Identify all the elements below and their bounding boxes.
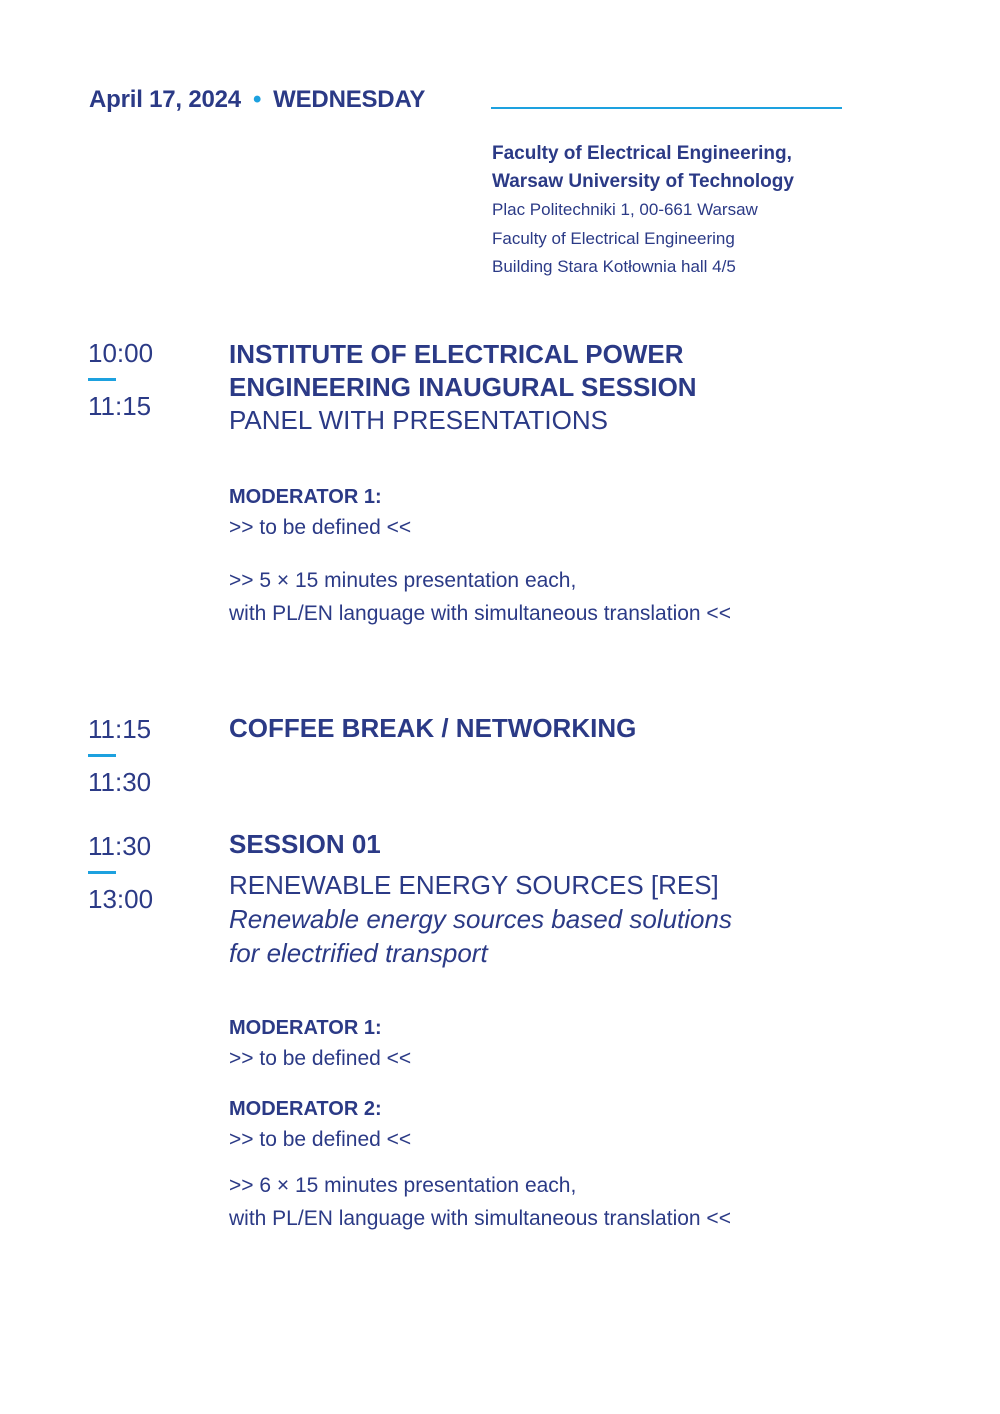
session-3-time — [88, 831, 198, 914]
moderator-1-value: >> to be defined << — [229, 1047, 412, 1070]
session-2-content — [229, 712, 869, 745]
session-title: SESSION 01 — [229, 829, 381, 859]
presentation-note-line2: with PL/EN language with simultaneous translation << — [229, 1207, 731, 1230]
header-date-line — [89, 86, 425, 114]
session-1-time — [88, 338, 198, 421]
presentation-note-line1: >> 6 × 15 minutes presentation each, — [229, 1174, 577, 1197]
end-time: 11:30 — [88, 767, 152, 797]
event-weekday: WEDNESDAY — [273, 86, 426, 113]
session-title-line2: ENGINEERING INAUGURAL SESSION — [229, 372, 697, 402]
session-3-content — [229, 828, 869, 1235]
venue-block — [492, 140, 892, 282]
start-time: 11:15 — [88, 714, 152, 744]
session-title: COFFEE BREAK / NETWORKING — [229, 713, 637, 743]
moderator-2-value: >> to be defined << — [229, 1128, 412, 1151]
session-subtitle: PANEL WITH PRESENTATIONS — [229, 405, 608, 435]
moderator-1-label: MODERATOR 1: — [229, 1017, 382, 1039]
session-description-line1: Renewable energy sources based solutions — [229, 904, 732, 934]
moderator-2-label: MODERATOR 2: — [229, 1098, 382, 1120]
moderator-1-label: MODERATOR 1: — [229, 486, 382, 508]
time-dash — [88, 871, 116, 874]
session-description-line2: for electrified transport — [229, 938, 488, 968]
moderator-1-value: >> to be defined << — [229, 516, 412, 539]
venue-faculty: Faculty of Electrical Engineering, — [492, 143, 792, 164]
time-dash — [88, 378, 116, 381]
start-time: 10:00 — [88, 338, 154, 368]
event-date: April 17, 2024 — [89, 86, 241, 113]
venue-building: Building Stara Kotłownia hall 4/5 — [492, 257, 736, 276]
session-title: INSTITUTE OF ELECTRICAL POWER — [229, 339, 684, 369]
session-1-content — [229, 338, 869, 630]
start-time: 11:30 — [88, 831, 152, 861]
venue-faculty-repeat: Faculty of Electrical Engineering — [492, 228, 735, 248]
presentation-note-line2: with PL/EN language with simultaneous translation << — [229, 602, 731, 625]
session-2-time — [88, 714, 198, 797]
header-divider — [491, 107, 842, 109]
venue-university: Warsaw University of Technology — [492, 171, 794, 192]
venue-address: Plac Politechniki 1, 00-661 Warsaw — [492, 200, 758, 219]
end-time: 13:00 — [88, 884, 154, 914]
presentation-note-line1: >> 5 × 15 minutes presentation each, — [229, 569, 577, 592]
time-dash — [88, 754, 116, 757]
session-subtitle: RENEWABLE ENERGY SOURCES [RES] — [229, 870, 719, 900]
end-time: 11:15 — [88, 391, 152, 421]
separator-dot: • — [252, 86, 262, 113]
